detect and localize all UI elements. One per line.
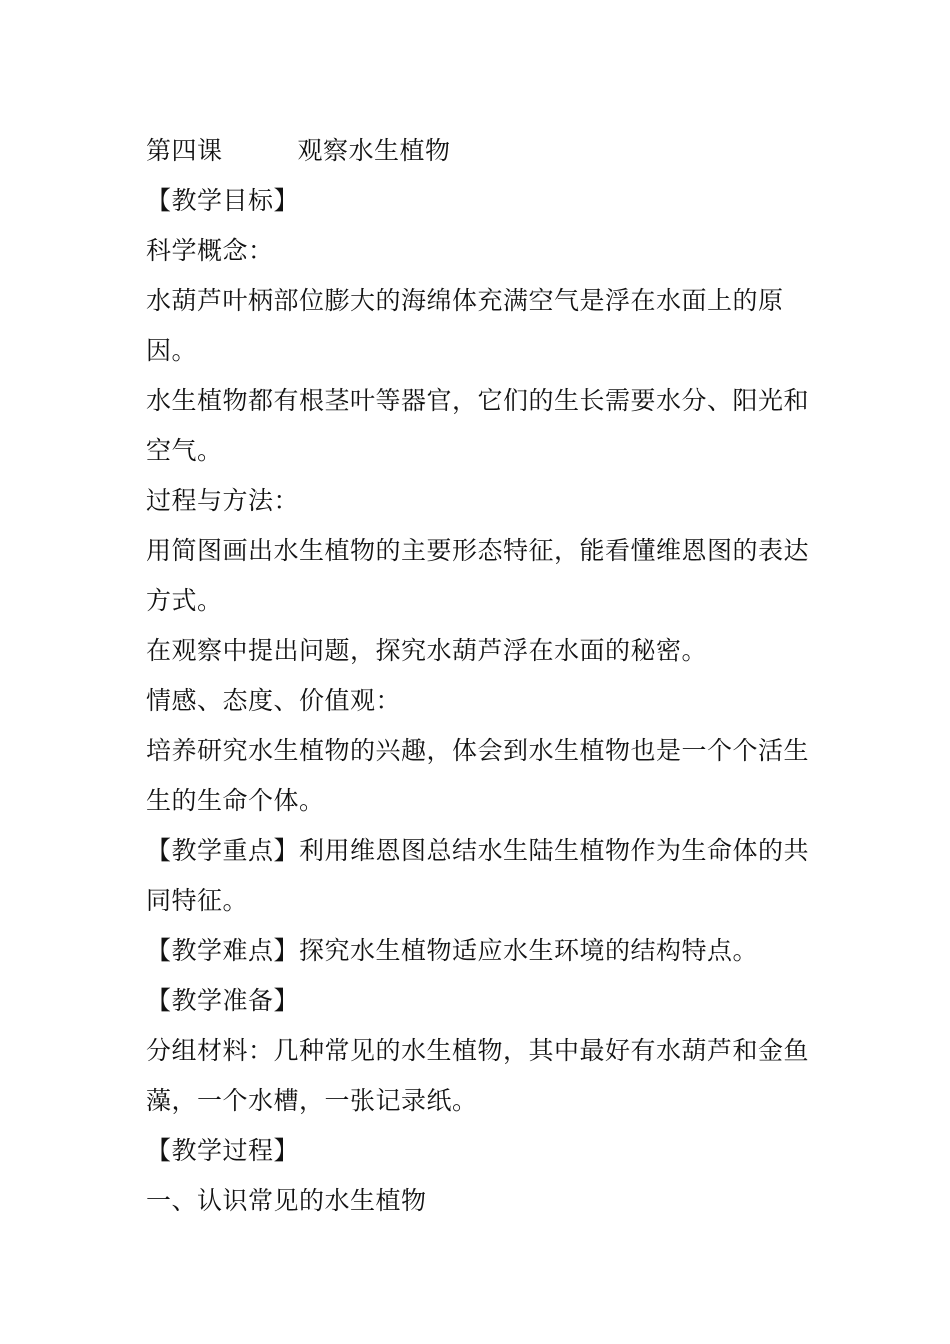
- lesson-number: 第四课: [146, 136, 223, 165]
- document-body: [146, 126, 810, 1226]
- section-heading-objectives: 【教学目标】: [146, 186, 300, 215]
- subheading-attitudes-values: 情感、态度、价值观：: [146, 686, 402, 715]
- paragraph: 在观察中提出问题，探究水葫芦浮在水面的秘密。: [146, 636, 708, 665]
- paragraph: 用简图画出水生植物的主要形态特征，能看懂维恩图的表达方式。: [146, 536, 810, 615]
- paragraph: 水生植物都有根茎叶等器官，它们的生长需要水分、阳光和空气。: [146, 386, 810, 465]
- difficulties-paragraph: 【教学难点】探究水生植物适应水生环境的结构特点。: [146, 936, 759, 965]
- key-points-paragraph: 【教学重点】利用维恩图总结水生陆生植物作为生命体的共同特征。: [146, 836, 810, 915]
- subheading-process-methods: 过程与方法：: [146, 486, 300, 515]
- heading-spacer: [223, 126, 298, 176]
- paragraph: 水葫芦叶柄部位膨大的海绵体充满空气是浮在水面上的原因。: [146, 286, 784, 365]
- subheading-science-concepts: 科学概念：: [146, 236, 274, 265]
- paragraph: 培养研究水生植物的兴趣，体会到水生植物也是一个个活生生的生命个体。: [146, 736, 810, 815]
- step-heading: 一、认识常见的水生植物: [146, 1186, 427, 1215]
- paragraph: 分组材料：几种常见的水生植物，其中最好有水葫芦和金鱼藻，一个水槽，一张记录纸。: [146, 1036, 810, 1115]
- section-heading-process: 【教学过程】: [146, 1136, 300, 1165]
- lesson-title: 观察水生植物: [297, 136, 451, 165]
- section-heading-preparation: 【教学准备】: [146, 986, 300, 1015]
- lesson-heading: [146, 126, 810, 176]
